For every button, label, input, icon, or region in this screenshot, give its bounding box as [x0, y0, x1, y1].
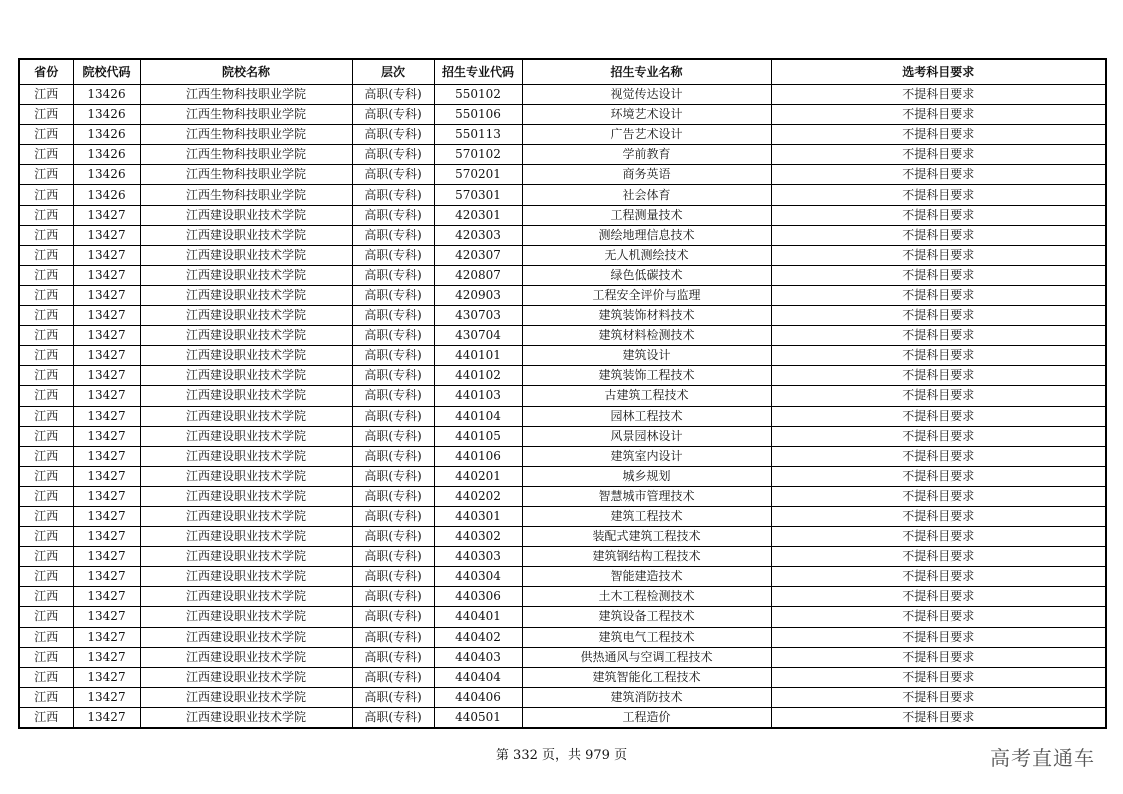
cell-major-code: 420303 — [434, 225, 522, 245]
cell-school-name: 江西生物科技职业学院 — [140, 125, 352, 145]
cell-school-code: 13427 — [73, 687, 140, 707]
cell-major-code: 440404 — [434, 667, 522, 687]
cell-major-code: 440302 — [434, 527, 522, 547]
admissions-table — [18, 58, 1107, 729]
cell-province: 江西 — [19, 346, 73, 366]
cell-level: 高职(专科) — [352, 326, 434, 346]
cell-major-name: 装配式建筑工程技术 — [522, 527, 771, 547]
cell-school-name: 江西建设职业技术学院 — [140, 567, 352, 587]
cell-school-code: 13426 — [73, 105, 140, 125]
cell-major-name: 智慧城市管理技术 — [522, 486, 771, 506]
cell-major-name: 广告艺术设计 — [522, 125, 771, 145]
table-row — [19, 687, 1106, 707]
cell-school-name: 江西生物科技职业学院 — [140, 185, 352, 205]
cell-school-name: 江西建设职业技术学院 — [140, 466, 352, 486]
table-row — [19, 486, 1106, 506]
cell-major-name: 工程安全评价与监理 — [522, 285, 771, 305]
cell-school-code: 13427 — [73, 386, 140, 406]
table-row — [19, 466, 1106, 486]
cell-school-code: 13427 — [73, 346, 140, 366]
cell-major-name: 供热通风与空调工程技术 — [522, 647, 771, 667]
cell-subject-requirement: 不提科目要求 — [771, 245, 1106, 265]
cell-subject-requirement: 不提科目要求 — [771, 85, 1106, 105]
cell-province: 江西 — [19, 205, 73, 225]
cell-school-code: 13427 — [73, 366, 140, 386]
cell-major-name: 城乡规划 — [522, 466, 771, 486]
cell-major-name: 园林工程技术 — [522, 406, 771, 426]
cell-major-name: 商务英语 — [522, 165, 771, 185]
header-subject-requirement: 选考科目要求 — [771, 59, 1106, 85]
cell-major-name: 建筑智能化工程技术 — [522, 667, 771, 687]
cell-level: 高职(专科) — [352, 627, 434, 647]
cell-major-name: 绿色低碳技术 — [522, 265, 771, 285]
cell-school-code: 13427 — [73, 245, 140, 265]
cell-school-name: 江西建设职业技术学院 — [140, 667, 352, 687]
cell-subject-requirement: 不提科目要求 — [771, 346, 1106, 366]
cell-subject-requirement: 不提科目要求 — [771, 607, 1106, 627]
cell-major-code: 570201 — [434, 165, 522, 185]
cell-school-code: 13427 — [73, 707, 140, 728]
table-row — [19, 386, 1106, 406]
cell-major-code: 440501 — [434, 707, 522, 728]
cell-school-name: 江西生物科技职业学院 — [140, 165, 352, 185]
cell-level: 高职(专科) — [352, 225, 434, 245]
cell-school-code: 13426 — [73, 125, 140, 145]
cell-subject-requirement: 不提科目要求 — [771, 185, 1106, 205]
cell-subject-requirement: 不提科目要求 — [771, 386, 1106, 406]
cell-province: 江西 — [19, 145, 73, 165]
table-row — [19, 406, 1106, 426]
cell-level: 高职(专科) — [352, 346, 434, 366]
table-row — [19, 426, 1106, 446]
table-row — [19, 607, 1106, 627]
cell-subject-requirement: 不提科目要求 — [771, 165, 1106, 185]
cell-level: 高职(专科) — [352, 527, 434, 547]
cell-school-code: 13427 — [73, 466, 140, 486]
cell-province: 江西 — [19, 326, 73, 346]
table-row — [19, 125, 1106, 145]
cell-level: 高职(专科) — [352, 366, 434, 386]
cell-school-name: 江西建设职业技术学院 — [140, 366, 352, 386]
cell-province: 江西 — [19, 587, 73, 607]
page-number: 第 332 页，共 979 页 — [495, 748, 628, 763]
cell-subject-requirement: 不提科目要求 — [771, 527, 1106, 547]
table-row — [19, 527, 1106, 547]
cell-province: 江西 — [19, 245, 73, 265]
table-row — [19, 265, 1106, 285]
cell-major-name: 建筑材料检测技术 — [522, 326, 771, 346]
cell-major-code: 430703 — [434, 306, 522, 326]
cell-school-code: 13427 — [73, 607, 140, 627]
cell-school-code: 13427 — [73, 506, 140, 526]
cell-province: 江西 — [19, 406, 73, 426]
cell-school-name: 江西建设职业技术学院 — [140, 426, 352, 446]
cell-major-name: 建筑设备工程技术 — [522, 607, 771, 627]
cell-subject-requirement: 不提科目要求 — [771, 446, 1106, 466]
cell-major-code: 420307 — [434, 245, 522, 265]
cell-major-name: 视觉传达设计 — [522, 85, 771, 105]
cell-subject-requirement: 不提科目要求 — [771, 567, 1106, 587]
cell-province: 江西 — [19, 486, 73, 506]
cell-subject-requirement: 不提科目要求 — [771, 547, 1106, 567]
cell-major-name: 建筑钢结构工程技术 — [522, 547, 771, 567]
cell-major-code: 440103 — [434, 386, 522, 406]
cell-province: 江西 — [19, 426, 73, 446]
cell-major-code: 440402 — [434, 627, 522, 647]
cell-major-code: 550113 — [434, 125, 522, 145]
cell-school-name: 江西建设职业技术学院 — [140, 647, 352, 667]
table-row — [19, 506, 1106, 526]
cell-level: 高职(专科) — [352, 406, 434, 426]
cell-major-name: 工程造价 — [522, 707, 771, 728]
cell-school-name: 江西建设职业技术学院 — [140, 587, 352, 607]
cell-school-code: 13427 — [73, 627, 140, 647]
cell-major-name: 无人机测绘技术 — [522, 245, 771, 265]
cell-level: 高职(专科) — [352, 687, 434, 707]
table-row — [19, 225, 1106, 245]
cell-major-name: 建筑工程技术 — [522, 506, 771, 526]
cell-subject-requirement: 不提科目要求 — [771, 285, 1106, 305]
cell-major-code: 440403 — [434, 647, 522, 667]
cell-province: 江西 — [19, 225, 73, 245]
table-row — [19, 707, 1106, 728]
cell-school-code: 13427 — [73, 667, 140, 687]
cell-major-name: 古建筑工程技术 — [522, 386, 771, 406]
header-school-code: 院校代码 — [73, 59, 140, 85]
cell-major-code: 420903 — [434, 285, 522, 305]
table-row — [19, 306, 1106, 326]
cell-school-name: 江西建设职业技术学院 — [140, 406, 352, 426]
cell-level: 高职(专科) — [352, 587, 434, 607]
cell-major-code: 420807 — [434, 265, 522, 285]
cell-major-name: 工程测量技术 — [522, 205, 771, 225]
table-row — [19, 346, 1106, 366]
cell-school-code: 13427 — [73, 265, 140, 285]
cell-major-code: 550106 — [434, 105, 522, 125]
table-body — [19, 85, 1106, 729]
cell-major-name: 建筑消防技术 — [522, 687, 771, 707]
cell-subject-requirement: 不提科目要求 — [771, 486, 1106, 506]
cell-province: 江西 — [19, 446, 73, 466]
cell-major-name: 建筑室内设计 — [522, 446, 771, 466]
cell-subject-requirement: 不提科目要求 — [771, 647, 1106, 667]
cell-school-name: 江西建设职业技术学院 — [140, 707, 352, 728]
cell-level: 高职(专科) — [352, 567, 434, 587]
cell-major-code: 440202 — [434, 486, 522, 506]
cell-level: 高职(专科) — [352, 85, 434, 105]
cell-major-code: 440304 — [434, 567, 522, 587]
cell-major-name: 社会体育 — [522, 185, 771, 205]
cell-subject-requirement: 不提科目要求 — [771, 105, 1106, 125]
cell-major-code: 430704 — [434, 326, 522, 346]
cell-level: 高职(专科) — [352, 165, 434, 185]
table-row — [19, 667, 1106, 687]
cell-school-code: 13427 — [73, 326, 140, 346]
table-row — [19, 446, 1106, 466]
cell-level: 高职(专科) — [352, 145, 434, 165]
cell-major-code: 570301 — [434, 185, 522, 205]
cell-school-code: 13427 — [73, 426, 140, 446]
cell-major-name: 风景园林设计 — [522, 426, 771, 446]
cell-province: 江西 — [19, 547, 73, 567]
cell-school-code: 13426 — [73, 165, 140, 185]
table-row — [19, 366, 1106, 386]
cell-school-code: 13427 — [73, 547, 140, 567]
cell-major-name: 测绘地理信息技术 — [522, 225, 771, 245]
cell-school-name: 江西建设职业技术学院 — [140, 547, 352, 567]
cell-province: 江西 — [19, 527, 73, 547]
cell-school-code: 13427 — [73, 587, 140, 607]
cell-major-code: 440303 — [434, 547, 522, 567]
cell-province: 江西 — [19, 306, 73, 326]
cell-level: 高职(专科) — [352, 306, 434, 326]
cell-level: 高职(专科) — [352, 386, 434, 406]
cell-school-name: 江西建设职业技术学院 — [140, 265, 352, 285]
cell-level: 高职(专科) — [352, 647, 434, 667]
cell-subject-requirement: 不提科目要求 — [771, 125, 1106, 145]
cell-subject-requirement: 不提科目要求 — [771, 707, 1106, 728]
cell-level: 高职(专科) — [352, 506, 434, 526]
cell-level: 高职(专科) — [352, 125, 434, 145]
cell-major-name: 土木工程检测技术 — [522, 587, 771, 607]
cell-school-code: 13427 — [73, 567, 140, 587]
cell-school-code: 13426 — [73, 185, 140, 205]
cell-subject-requirement: 不提科目要求 — [771, 145, 1106, 165]
cell-level: 高职(专科) — [352, 466, 434, 486]
cell-school-code: 13427 — [73, 225, 140, 245]
cell-province: 江西 — [19, 567, 73, 587]
cell-school-code: 13427 — [73, 647, 140, 667]
cell-major-name: 环境艺术设计 — [522, 105, 771, 125]
cell-province: 江西 — [19, 707, 73, 728]
cell-province: 江西 — [19, 607, 73, 627]
cell-level: 高职(专科) — [352, 185, 434, 205]
cell-province: 江西 — [19, 85, 73, 105]
cell-major-code: 420301 — [434, 205, 522, 225]
cell-province: 江西 — [19, 285, 73, 305]
cell-school-name: 江西建设职业技术学院 — [140, 506, 352, 526]
header-level: 层次 — [352, 59, 434, 85]
cell-province: 江西 — [19, 627, 73, 647]
table-row — [19, 326, 1106, 346]
cell-school-name: 江西建设职业技术学院 — [140, 245, 352, 265]
cell-major-code: 550102 — [434, 85, 522, 105]
cell-level: 高职(专科) — [352, 607, 434, 627]
cell-school-code: 13427 — [73, 486, 140, 506]
table-header-row — [19, 59, 1106, 85]
cell-school-code: 13427 — [73, 285, 140, 305]
cell-level: 高职(专科) — [352, 547, 434, 567]
table-row — [19, 567, 1106, 587]
cell-major-name: 建筑电气工程技术 — [522, 627, 771, 647]
cell-major-code: 440101 — [434, 346, 522, 366]
cell-school-code: 13427 — [73, 527, 140, 547]
cell-subject-requirement: 不提科目要求 — [771, 627, 1106, 647]
cell-province: 江西 — [19, 125, 73, 145]
table-row — [19, 185, 1106, 205]
cell-subject-requirement: 不提科目要求 — [771, 426, 1106, 446]
cell-major-name: 建筑装饰材料技术 — [522, 306, 771, 326]
cell-major-code: 440104 — [434, 406, 522, 426]
cell-major-name: 建筑设计 — [522, 346, 771, 366]
cell-major-code: 440401 — [434, 607, 522, 627]
cell-major-code: 440301 — [434, 506, 522, 526]
cell-school-name: 江西建设职业技术学院 — [140, 306, 352, 326]
cell-level: 高职(专科) — [352, 707, 434, 728]
table-row — [19, 85, 1106, 105]
cell-level: 高职(专科) — [352, 285, 434, 305]
cell-subject-requirement: 不提科目要求 — [771, 687, 1106, 707]
cell-school-code: 13426 — [73, 145, 140, 165]
cell-subject-requirement: 不提科目要求 — [771, 667, 1106, 687]
table-row — [19, 587, 1106, 607]
cell-subject-requirement: 不提科目要求 — [771, 587, 1106, 607]
cell-province: 江西 — [19, 105, 73, 125]
table-row — [19, 547, 1106, 567]
cell-school-name: 江西建设职业技术学院 — [140, 386, 352, 406]
cell-school-name: 江西生物科技职业学院 — [140, 85, 352, 105]
cell-school-code: 13427 — [73, 306, 140, 326]
cell-school-name: 江西建设职业技术学院 — [140, 285, 352, 305]
cell-province: 江西 — [19, 687, 73, 707]
header-school-name: 院校名称 — [140, 59, 352, 85]
cell-major-name: 智能建造技术 — [522, 567, 771, 587]
cell-province: 江西 — [19, 667, 73, 687]
cell-school-name: 江西生物科技职业学院 — [140, 105, 352, 125]
cell-level: 高职(专科) — [352, 486, 434, 506]
cell-province: 江西 — [19, 647, 73, 667]
header-province: 省份 — [19, 59, 73, 85]
cell-school-code: 13426 — [73, 85, 140, 105]
cell-level: 高职(专科) — [352, 105, 434, 125]
cell-school-name: 江西生物科技职业学院 — [140, 145, 352, 165]
cell-school-name: 江西建设职业技术学院 — [140, 326, 352, 346]
cell-major-code: 570102 — [434, 145, 522, 165]
cell-school-name: 江西建设职业技术学院 — [140, 486, 352, 506]
cell-province: 江西 — [19, 165, 73, 185]
cell-school-code: 13427 — [73, 406, 140, 426]
cell-major-code: 440306 — [434, 587, 522, 607]
cell-subject-requirement: 不提科目要求 — [771, 225, 1106, 245]
header-major-name: 招生专业名称 — [522, 59, 771, 85]
table-row — [19, 165, 1106, 185]
cell-subject-requirement: 不提科目要求 — [771, 466, 1106, 486]
table-row — [19, 285, 1106, 305]
cell-province: 江西 — [19, 466, 73, 486]
cell-level: 高职(专科) — [352, 205, 434, 225]
table-row — [19, 627, 1106, 647]
cell-major-name: 学前教育 — [522, 145, 771, 165]
cell-school-code: 13427 — [73, 446, 140, 466]
header-major-code: 招生专业代码 — [434, 59, 522, 85]
cell-subject-requirement: 不提科目要求 — [771, 205, 1106, 225]
cell-subject-requirement: 不提科目要求 — [771, 265, 1106, 285]
cell-subject-requirement: 不提科目要求 — [771, 406, 1106, 426]
cell-major-code: 440201 — [434, 466, 522, 486]
cell-school-name: 江西建设职业技术学院 — [140, 205, 352, 225]
cell-major-name: 建筑装饰工程技术 — [522, 366, 771, 386]
cell-level: 高职(专科) — [352, 446, 434, 466]
cell-province: 江西 — [19, 386, 73, 406]
cell-province: 江西 — [19, 185, 73, 205]
cell-level: 高职(专科) — [352, 426, 434, 446]
cell-major-code: 440105 — [434, 426, 522, 446]
cell-major-code: 440102 — [434, 366, 522, 386]
cell-school-name: 江西建设职业技术学院 — [140, 527, 352, 547]
table-row — [19, 205, 1106, 225]
cell-school-name: 江西建设职业技术学院 — [140, 346, 352, 366]
cell-school-name: 江西建设职业技术学院 — [140, 446, 352, 466]
cell-level: 高职(专科) — [352, 265, 434, 285]
cell-subject-requirement: 不提科目要求 — [771, 326, 1106, 346]
cell-level: 高职(专科) — [352, 667, 434, 687]
cell-province: 江西 — [19, 366, 73, 386]
watermark-logo: 高考直通车 — [990, 746, 1095, 770]
cell-subject-requirement: 不提科目要求 — [771, 366, 1106, 386]
cell-school-name: 江西建设职业技术学院 — [140, 607, 352, 627]
cell-school-name: 江西建设职业技术学院 — [140, 225, 352, 245]
table-row — [19, 245, 1106, 265]
cell-school-name: 江西建设职业技术学院 — [140, 687, 352, 707]
table-row — [19, 105, 1106, 125]
cell-major-code: 440406 — [434, 687, 522, 707]
table-row — [19, 647, 1106, 667]
cell-school-name: 江西建设职业技术学院 — [140, 627, 352, 647]
cell-province: 江西 — [19, 265, 73, 285]
cell-level: 高职(专科) — [352, 245, 434, 265]
cell-subject-requirement: 不提科目要求 — [771, 306, 1106, 326]
table-row — [19, 145, 1106, 165]
cell-subject-requirement: 不提科目要求 — [771, 506, 1106, 526]
cell-province: 江西 — [19, 506, 73, 526]
cell-school-code: 13427 — [73, 205, 140, 225]
cell-major-code: 440106 — [434, 446, 522, 466]
